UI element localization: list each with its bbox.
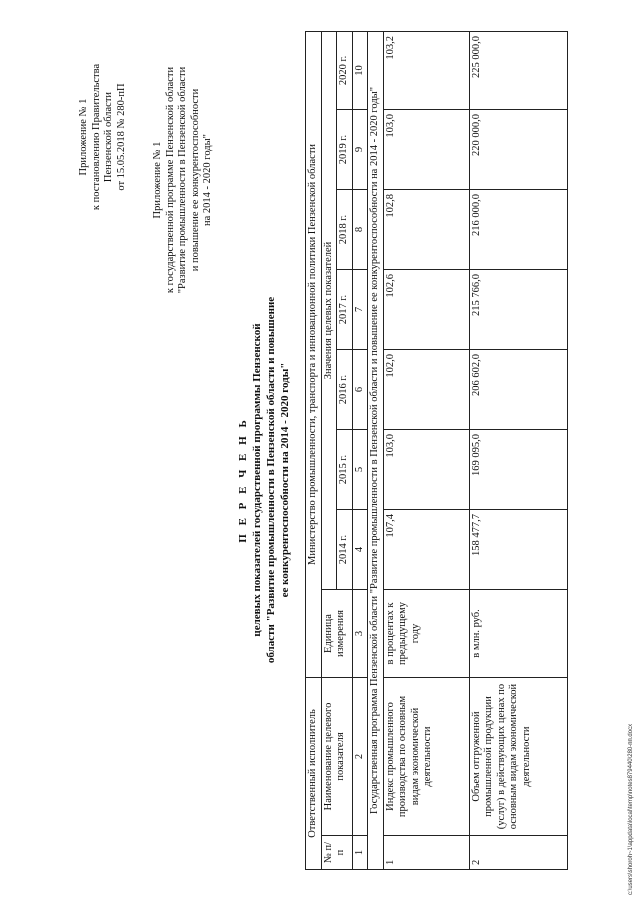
year-header: 2019 г. — [337, 110, 353, 190]
year-header: 2016 г. — [337, 350, 353, 430]
table-row — [469, 31, 567, 869]
column-number: 9 — [352, 110, 368, 190]
indicator-unit: в процентах к предыдущему году — [383, 590, 469, 678]
indicator-value: 102,6 — [383, 270, 469, 350]
column-header-number: № п/п — [321, 836, 352, 870]
appendix-header-program — [152, 20, 215, 340]
column-number: 2 — [352, 678, 368, 836]
indicator-value: 216 000,0 — [469, 190, 567, 270]
indicator-value: 107,4 — [383, 510, 469, 590]
appendix-header-resolution — [78, 27, 128, 247]
indicator-value: 102,8 — [383, 190, 469, 270]
indicator-value: 220 000,0 — [469, 110, 567, 190]
title-line: целевых показателей государственной программы Пензенской — [251, 323, 263, 637]
column-number: 1 — [352, 836, 368, 870]
row-number: 1 — [383, 836, 469, 870]
indicator-name: Объем отгруженной промышленной продукции (услуг) в действующих ценах по основным видам экономической деятельности — [469, 678, 567, 836]
row-number: 2 — [469, 836, 567, 870]
appendix-number: Приложение № 1 — [152, 141, 163, 219]
indicator-value: 103,2 — [383, 31, 469, 109]
year-header: 2015 г. — [337, 430, 353, 510]
column-header-name: Наименование целевого показателя — [321, 678, 352, 836]
appendix-program-name: и повышение ее конкурентоспособности — [189, 88, 201, 272]
table-header-row — [321, 31, 337, 869]
indicator-value: 215 766,0 — [469, 270, 567, 350]
year-header: 2017 г. — [337, 270, 353, 350]
column-number-row — [352, 31, 368, 869]
indicator-unit: в млн. руб. — [469, 590, 567, 678]
indicator-value: 158 477,7 — [469, 510, 567, 590]
program-title: Государственная программа Пензенской области "Развитие промышленности в Пензенской области и повышение ее конкурентоспособности на 2014 - 2020 годы" — [368, 31, 384, 869]
program-row — [368, 31, 384, 869]
title-line: ее конкурентоспособности на 2014 - 2020 годы" — [279, 362, 291, 598]
indicators-table — [305, 31, 568, 870]
column-number: 5 — [352, 430, 368, 510]
column-number: 6 — [352, 350, 368, 430]
column-header-unit: Единица измерения — [321, 590, 352, 678]
column-number: 3 — [352, 590, 368, 678]
appendix-program-name: "Развитие промышленности в Пензенской области — [177, 66, 188, 294]
indicator-value: 103,0 — [383, 110, 469, 190]
indicator-name: Индекс промышленного производства по основным видам экономической деятельности — [383, 678, 469, 836]
indicator-value: 102,0 — [383, 350, 469, 430]
table-row — [383, 31, 469, 869]
executor-label: Ответственный исполнитель — [306, 678, 322, 870]
appendix-region: Пензенской области — [103, 91, 114, 183]
column-number: 8 — [352, 190, 368, 270]
title-line: области "Развитие промышленности в Пензенской области и повышение — [265, 296, 277, 664]
indicator-value: 169 095,0 — [469, 430, 567, 510]
column-header-values: Значения целевых показателей — [321, 31, 337, 589]
column-number: 7 — [352, 270, 368, 350]
document-title — [236, 245, 292, 715]
title-heading: П Е Р Е Ч Е Н Ь — [237, 417, 249, 543]
appendix-reference: к постановлению Правительства — [90, 63, 102, 211]
appendix-reference: к государственной программе Пензенской области — [164, 66, 176, 294]
indicator-value: 206 602,0 — [469, 350, 567, 430]
indicator-value: 103,0 — [383, 430, 469, 510]
executor-value: Министерство промышленности, транспорта и инновационной политики Пензенской области — [306, 31, 322, 677]
year-header: 2014 г. — [337, 510, 353, 590]
year-header: 2020 г. — [337, 31, 353, 109]
column-number: 4 — [352, 510, 368, 590]
appendix-date: от 15.05.2018 № 280-пП — [115, 83, 127, 191]
indicator-value: 225 000,0 — [469, 31, 567, 109]
column-number: 10 — [352, 31, 368, 109]
appendix-program-name: на 2014 - 2020 годы" — [202, 134, 213, 226]
year-header: 2018 г. — [337, 190, 353, 270]
file-path-footer: c:\users\shoroh~1\appdata\local\temp\notes879440\280-пп.docx — [628, 723, 634, 895]
appendix-number: Приложение № 1 — [78, 98, 89, 176]
table-row — [306, 31, 322, 869]
